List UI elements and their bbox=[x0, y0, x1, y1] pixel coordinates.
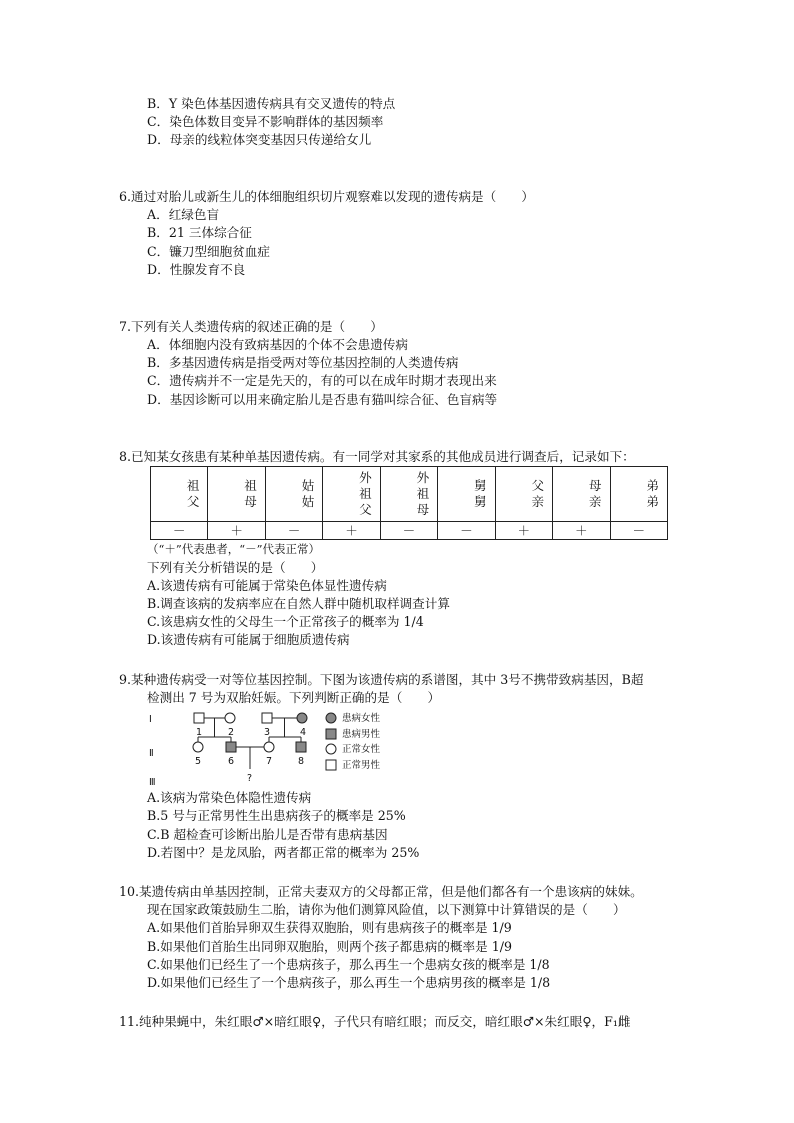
pedigree-chart bbox=[145, 709, 405, 787]
legend-affected-male-symbol bbox=[326, 729, 336, 739]
q10-stem-line2: 现在国家政策鼓励生二胎，请你为他们测算风险值，以下测算中计算错误的是（ ） bbox=[147, 902, 626, 917]
q9-option-d: D.若图中？是龙凤胎，两者都正常的概率为 25% bbox=[147, 845, 420, 860]
q8-option-a: A.该遗传病有可能属于常染色体显性遗传病 bbox=[147, 578, 387, 593]
q10-option-b: B.如果他们首胎生出同卵双胞胎，则两个孩子都患病的概率是 1/9 bbox=[147, 939, 512, 954]
q6-option-b: B．21 三体综合征 bbox=[147, 225, 252, 240]
individual-4-affected-female bbox=[297, 713, 307, 723]
q7-option-b: B．多基因遗传病是指受两对等位基因控制的人类遗传病 bbox=[147, 355, 459, 370]
legend-normal-female-symbol bbox=[326, 744, 336, 754]
q9-option-c: C.B 超检查可诊断出胎儿是否带有患病基因 bbox=[147, 827, 388, 842]
individual-7-normal-female bbox=[264, 742, 274, 752]
q5-option-c: C．染色体数目变异不影响群体的基因频率 bbox=[147, 114, 384, 129]
q10-option-a: A.如果他们首胎异卵双生获得双胞胎，则有患病孩子的概率是 1/9 bbox=[147, 920, 512, 935]
q9-option-b: B.5 号与正常男性生出患病孩子的概率是 25% bbox=[147, 808, 406, 823]
number-4: 4 bbox=[300, 727, 307, 738]
q8-option-c: C.该患病女性的父母生一个正常孩子的概率为 1/4 bbox=[147, 614, 424, 629]
value-cell: ＋ bbox=[323, 522, 380, 540]
q7-stem: 7.下列有关人类遗传病的叙述正确的是（ ） bbox=[119, 319, 383, 334]
number-3: 3 bbox=[264, 727, 271, 738]
generation-label-1: Ⅰ bbox=[149, 714, 152, 725]
generation-label-3: Ⅲ bbox=[149, 777, 156, 787]
table-note: （“＋”代表患者，“－”代表正常） bbox=[147, 542, 321, 556]
header-waizufu: 外 祖 父 bbox=[323, 467, 380, 522]
q6-stem: 6.通过对胎儿或新生儿的体细胞组织切片观察难以发现的遗传病是（ ） bbox=[119, 189, 535, 204]
header-gugu: 姑 姑 bbox=[265, 467, 322, 522]
value-cell: － bbox=[151, 522, 208, 540]
q11-stem: 11.纯种果蝇中，朱红眼♂×暗红眼♀，子代只有暗红眼；而反交，暗红眼♂×朱红眼♀，F₁雌 bbox=[119, 1014, 631, 1029]
individual-3-normal-male bbox=[262, 713, 272, 723]
q7-option-a: A．体细胞内没有致病基因的个体不会患遗传病 bbox=[147, 337, 408, 352]
q9-stem-line2: 检测出 7 号为双胎妊娠。下列判断正确的是（ ） bbox=[147, 690, 441, 705]
individual-2-normal-female bbox=[225, 713, 235, 723]
legend-affected-male: 患病男性 bbox=[342, 729, 381, 740]
q9-option-a: A.该病为常染色体隐性遗传病 bbox=[147, 790, 312, 805]
header-didi: 弟 弟 bbox=[610, 467, 668, 522]
q8-stem: 8.已知某女孩患有某种单基因遗传病。有一同学对其家系的其他成员进行调查后，记录如下： bbox=[119, 449, 635, 464]
value-cell: － bbox=[380, 522, 437, 540]
legend-normal-male: 正常男性 bbox=[342, 760, 381, 771]
header-zufu: 祖 父 bbox=[151, 467, 208, 522]
header-zumu: 祖 母 bbox=[208, 467, 265, 522]
q5-option-b: B．Y 染色体基因遗传病具有交叉遗传的特点 bbox=[147, 96, 396, 111]
header-muqin: 母 亲 bbox=[553, 467, 610, 522]
q7-option-c: C．遗传病并不一定是先天的，有的可以在成年时期才表现出来 bbox=[147, 373, 497, 388]
legend-normal-male-symbol bbox=[326, 760, 336, 770]
value-cell: － bbox=[610, 522, 668, 540]
individual-6-affected-male bbox=[226, 742, 236, 752]
q10-option-c: C.如果他们已经生了一个患病孩子，那么再生一个患病女孩的概率是 1/8 bbox=[147, 957, 550, 972]
q8-option-d: D.该遗传病有可能属于细胞质遗传病 bbox=[147, 632, 350, 647]
q8-sub-stem: 下列有关分析错误的是（ ） bbox=[147, 560, 324, 575]
header-fuqin: 父 亲 bbox=[495, 467, 552, 522]
q8-option-b: B.调查该病的发病率应在自然人群中随机取样调查计算 bbox=[147, 596, 450, 611]
legend-affected-female-symbol bbox=[326, 713, 336, 723]
header-jiujiu: 舅 舅 bbox=[438, 467, 495, 522]
number-2: 2 bbox=[228, 727, 235, 738]
value-cell: ＋ bbox=[495, 522, 552, 540]
value-cell: ＋ bbox=[553, 522, 610, 540]
unknown-offspring: ? bbox=[247, 773, 253, 784]
individual-5-normal-female bbox=[193, 742, 203, 752]
value-cell: － bbox=[265, 522, 322, 540]
legend-normal-female: 正常女性 bbox=[342, 744, 381, 755]
number-7: 7 bbox=[266, 756, 273, 767]
q7-option-d: D．基因诊断可以用来确定胎儿是否患有猫叫综合征、色盲病等 bbox=[147, 392, 498, 407]
q6-option-c: C．镰刀型细胞贫血症 bbox=[147, 244, 270, 259]
q9-stem-line1: 9.某种遗传病受一对等位基因控制。下图为该遗传病的系谱图，其中 3号不携带致病基因，B超 bbox=[119, 672, 644, 687]
q6-option-d: D．性腺发育不良 bbox=[147, 262, 246, 277]
q10-stem-line1: 10.某遗传病由单基因控制，正常夫妻双方的父母都正常，但是他们都各有一个患该病的妹妹。 bbox=[119, 884, 643, 899]
number-5: 5 bbox=[195, 756, 202, 767]
generation-label-2: Ⅱ bbox=[149, 748, 154, 759]
number-6: 6 bbox=[228, 756, 235, 767]
header-waizumu: 外 祖 母 bbox=[380, 467, 437, 522]
individual-8-affected-male bbox=[296, 742, 306, 752]
q6-option-a: A．红绿色盲 bbox=[147, 207, 220, 222]
family-survey-table bbox=[150, 466, 668, 540]
number-8: 8 bbox=[298, 756, 305, 767]
value-cell: ＋ bbox=[208, 522, 265, 540]
value-cell: － bbox=[438, 522, 495, 540]
legend-affected-female: 患病女性 bbox=[342, 713, 381, 724]
q10-option-d: D.如果他们已经生了一个患病孩子，那么再生一个患病男孩的概率是 1/8 bbox=[147, 975, 551, 990]
individual-1-normal-male bbox=[194, 713, 204, 723]
number-1: 1 bbox=[196, 727, 203, 738]
q5-option-d: D．母亲的线粒体突变基因只传递给女儿 bbox=[147, 132, 372, 147]
